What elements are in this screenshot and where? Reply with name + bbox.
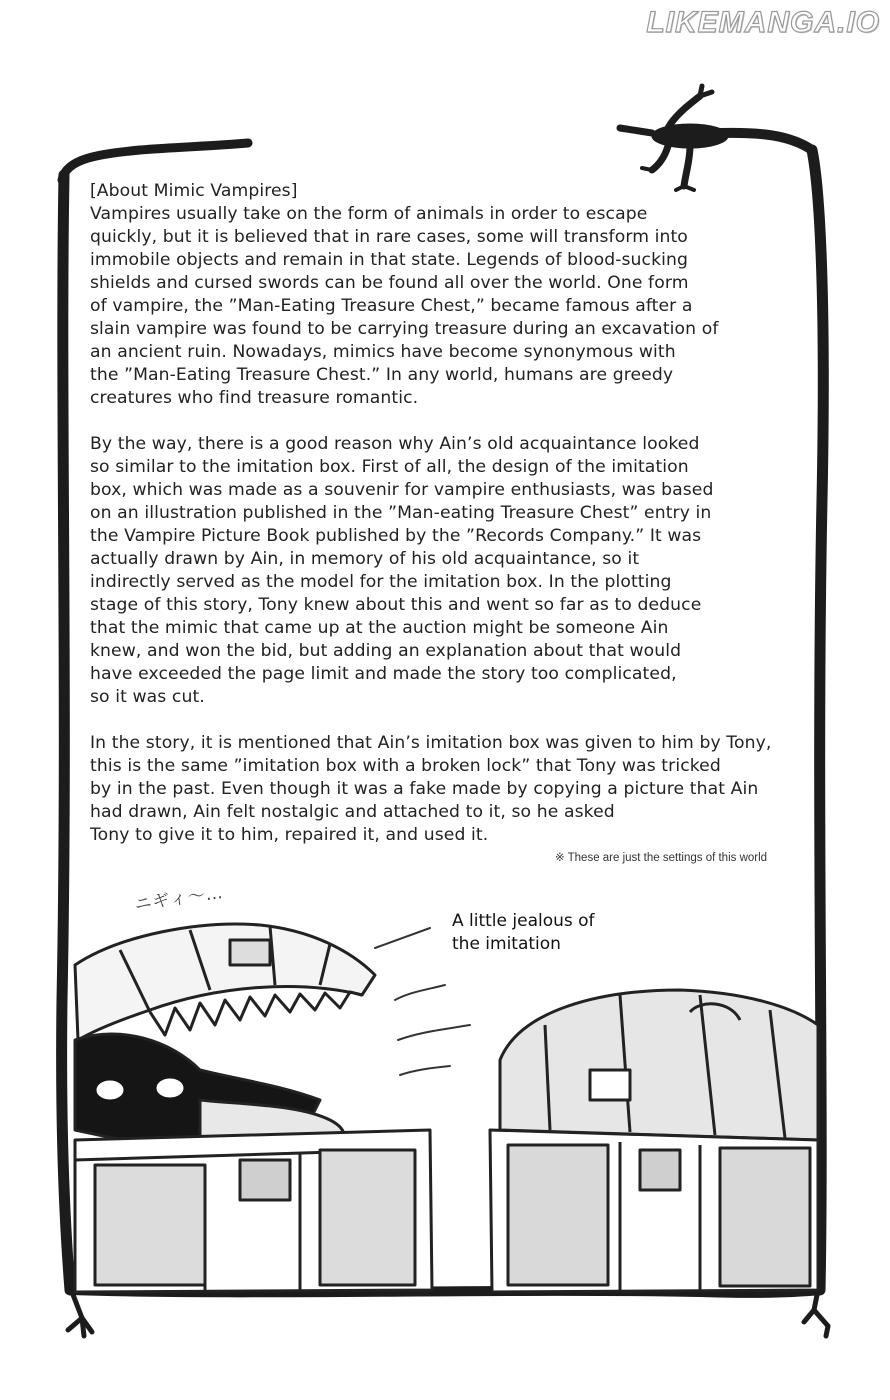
article-heading: [About Mimic Vampires] [90,181,298,201]
frame-top-right-stroke [720,133,812,150]
sound-effect: ニギィ〜… [133,882,225,916]
article-body [90,180,790,847]
article-paragraph: In the story, it is mentioned that Ain’s imitation box was given to him by Tony, this is the same ”imitation box with a broken lock” that Tony was tricked by in the past. Even though it was a fake made by copying a picture that Ain had drawn, Ain felt nostalgic and attached to it, so he asked Tony to give it to him, repaired it, and used it. [90,733,772,845]
mimic-chest-illustration [75,924,432,1292]
site-watermark: LIKEMANGA.IO [646,6,880,39]
illustration-caption: A little jealous of the imitation [452,911,595,954]
imitation-box-illustration [490,990,818,1292]
frame-left-side [62,175,70,1290]
frame-top-left-stroke [62,143,248,180]
article-paragraph: Vampires usually take on the form of animals in order to escape quickly, but it is believed that in rare cases, some will transform into immobile objects and remain in that state. Legends of blood-sucking shields and cursed swords can be found all over the world. One form of vampire, the ”Man-Eating Treasure Chest,” became famous after a slain vampire was found to be carrying treasure during an excavation of an ancient ruin. Nowadays, mimics have become synonymous with the ”Man-Eating Treasure Chest.” In any world, humans are greedy creatures who find treasure romantic. [90,204,719,408]
article-paragraph: By the way, there is a good reason why Ain’s old acquaintance looked so similar to the imitation box. First of all, the design of the imitation box, which was made as a souvenir for vampire enthusiasts, was based on an illustration published in the ”Man-eating Treasure Chest” entry in the Vampire Picture Book published by the ”Records Company.” It was actually drawn by Ain, in memory of his old acquaintance, so it indirectly served as the model for the imitation box. In the plotting stage of this story, Tony knew about this and went so far as to deduce that the mimic that came up at the auction might be someone Ain knew, and won the bid, but adding an explanation about that would have exceeded the page limit and made the story too complicated, so it was cut. [90,434,714,707]
claw-icon [620,86,728,190]
bottom-right-feet-icon [804,1290,828,1336]
settings-note: ※ These are just the settings of this world [555,852,768,864]
bottom-left-feet-icon [68,1292,92,1336]
